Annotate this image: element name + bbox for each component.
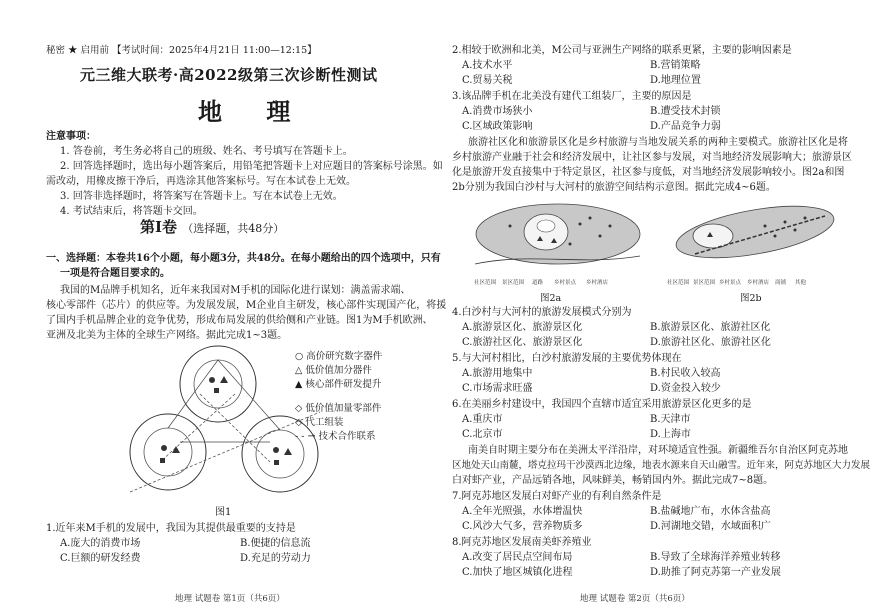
passage-line-3: 了国内手机品牌企业的竞争优势，形成布局发展的供给侧和产业链。图1为M手机欧洲、 — [46, 315, 433, 326]
figure-1-caption: 图1 — [215, 507, 232, 518]
q4-option-d[interactable]: D.旅游社区化、旅游社区化 — [650, 337, 771, 348]
exam-title: 元三维大联考·高2022级第三次诊断性测试 — [80, 66, 378, 84]
question-1: 1.近年来M手机的发展中，我国为其提供最重要的支持是 — [46, 523, 296, 534]
notes-title: 注意事项： — [46, 131, 96, 142]
q7-option-a[interactable]: A.全年光照强，水体增温快 — [462, 506, 583, 517]
q4-option-c[interactable]: C.旅游社区化、旅游景区化 — [462, 337, 583, 348]
svg-text:景区范围: 景区范围 — [693, 280, 716, 286]
q3-option-b[interactable]: B.遭受技术封锁 — [650, 106, 721, 117]
q5-option-c[interactable]: C.市场需求旺盛 — [462, 383, 533, 394]
q3-option-d[interactable]: D.产品竞争力弱 — [650, 121, 721, 132]
q6-option-c[interactable]: C.北京市 — [462, 429, 503, 440]
question-5: 5.与大河村相比，白沙村旅游发展的主要优势体现在 — [452, 353, 682, 364]
svg-text:乡村酒店: 乡村酒店 — [586, 280, 609, 286]
q3-option-a[interactable]: A.消费市场狭小 — [462, 106, 533, 117]
part1-instruction-2: 一项是符合题目要求的。 — [60, 268, 170, 279]
q7-option-b[interactable]: B.盐碱地广布，水体含盐高 — [650, 506, 771, 517]
q8-option-c[interactable]: C.加快了地区城镇化进程 — [462, 567, 573, 578]
question-4: 4.白沙村与大河村的旅游发展模式分别为 — [452, 307, 632, 318]
q8-option-a[interactable]: A.改变了居民点空间布局 — [462, 552, 573, 563]
svg-text:道路: 道路 — [532, 280, 544, 286]
svg-text:其他: 其他 — [795, 280, 807, 286]
passage2-line-3: 化是旅游开发直接集中于特定景区，社区参与度低，对当地经济发展影响较小。图2a和图 — [452, 167, 845, 178]
q2-option-d[interactable]: D.地理位置 — [650, 75, 701, 86]
q1-option-d[interactable]: D.充足的劳动力 — [240, 553, 311, 564]
passage3-line-2: 区地处天山南麓，塔克拉玛干沙漠西北边缘，地表水源来自天山融雪。近年来，阿克苏地区大力发展 — [452, 460, 870, 471]
section-title — [140, 216, 284, 237]
subject-title: 地 理 — [198, 97, 309, 126]
figure-2b-caption: 图2b — [740, 293, 762, 304]
q8-option-b[interactable]: B.导致了全球海洋养殖业转移 — [650, 552, 781, 563]
q5-option-b[interactable]: B.村民收入较高 — [650, 368, 721, 379]
section-name: 第Ⅰ卷 — [140, 218, 178, 236]
figure-2a-caption: 图2a — [540, 293, 562, 304]
note-1: 1. 答卷前，考生务必将自己的班级、姓名、考号填写在答题卡上。 — [60, 146, 353, 157]
q6-option-a[interactable]: A.重庆市 — [462, 414, 503, 425]
legend-item-2: △ 低价值加分器件 — [295, 365, 372, 376]
q2-option-c[interactable]: C.贸易关税 — [462, 75, 513, 86]
question-7: 7.阿克苏地区发展白对虾产业的有利自然条件是 — [452, 491, 662, 502]
q2-option-b[interactable]: B.营销策略 — [650, 60, 701, 71]
q3-option-c[interactable]: C.区域政策影响 — [462, 121, 533, 132]
q4-option-b[interactable]: B.旅游景区化、旅游社区化 — [650, 322, 771, 333]
svg-text:乡村景点: 乡村景点 — [719, 280, 742, 286]
svg-text:商铺: 商铺 — [775, 280, 787, 286]
q7-option-d[interactable]: D.河湖地交错，水域面积广 — [650, 521, 771, 532]
q5-option-a[interactable]: A.旅游用地集中 — [462, 368, 533, 379]
q5-option-d[interactable]: D.资金投入较少 — [650, 383, 721, 394]
figure-2b-diagram — [665, 196, 845, 288]
q4-option-a[interactable]: A.旅游景区化、旅游景区化 — [462, 322, 583, 333]
figure-2a-diagram — [470, 196, 645, 288]
svg-text:乡村景点: 乡村景点 — [554, 280, 577, 286]
q2-option-a[interactable]: A.技术水平 — [462, 60, 513, 71]
legend-item-3: ▲ 核心部件研发提升 — [295, 379, 382, 390]
svg-text:景区范围: 景区范围 — [502, 280, 525, 286]
q1-option-a[interactable]: A.庞大的消费市场 — [60, 538, 141, 549]
svg-text:社区范围: 社区范围 — [474, 280, 497, 286]
note-2: 2. 回答选择题时，选出每小题答案后，用铅笔把答题卡上对应题目的答案标号涂黑。如 — [60, 161, 443, 172]
passage-line-4: 亚洲及北美为主体的全球生产网络。据此完成1~3题。 — [46, 330, 288, 341]
section-subtitle: （选择题，共48分） — [182, 222, 285, 235]
question-3: 3.该品牌手机在北美没有建代工组装厂，主要的原因是 — [452, 91, 692, 102]
question-2: 2.相较于欧洲和北美，M公司与亚洲生产网络的联系更紧，主要的影响因素是 — [452, 45, 792, 56]
q6-option-d[interactable]: D.上海市 — [650, 429, 691, 440]
part1-instruction-1: 一、选择题：本卷共16个小题，每小题3分，共48分。在每小题给出的四个选项中，只有 — [46, 253, 441, 264]
right-page — [440, 0, 870, 614]
note-4: 4. 考试结束后，将答题卡交回。 — [60, 206, 203, 217]
legend-item-6: - - → 技术合作联系 — [295, 431, 376, 442]
q7-option-c[interactable]: C.风沙大气多，营养物质多 — [462, 521, 583, 532]
passage2-line-1: 旅游社区化和旅游景区化是乡村旅游与当地发展关系的两种主要模式。旅游社区化是将 — [468, 137, 848, 148]
q6-option-b[interactable]: B.天津市 — [650, 414, 691, 425]
note-3: 3. 回答非选择题时，将答案写在答题卡上。写在本试卷上无效。 — [60, 191, 343, 202]
passage2-line-4: 2b分别为我国白沙村与大河村的旅游空间结构示意图。据此完成4~6题。 — [452, 182, 776, 193]
question-6: 6.在美丽乡村建设中，我国四个直辖市适宜采用旅游景区化更多的是 — [452, 399, 752, 410]
passage-line-1: 我国的M品牌手机知名，近年来我国对M手机的国际化进行谋划：满盖需求端、 — [60, 285, 411, 296]
right-page-footer: 地理 试题卷 第2页（共6页） — [580, 594, 690, 604]
q8-option-d[interactable]: D.助推了阿克苏第一产业发展 — [650, 567, 781, 578]
passage-line-2: 核心零部件（芯片）的供应等。为发展发展，M企业自主研发，核心部件实现国产化，将援 — [46, 300, 447, 311]
question-8: 8.阿克苏地区发展南美虾养殖业 — [452, 537, 592, 548]
legend-item-1: ○ 高价研究数字器件 — [295, 351, 383, 362]
legend-item-5: ◇ 代工组装 — [295, 417, 344, 428]
note-2-cont: 需改动，用橡皮擦干净后，再选涂其他答案标号。写在本试卷上无效。 — [46, 176, 356, 187]
q1-option-c[interactable]: C.巨额的研发经费 — [60, 553, 141, 564]
exam-header: 秘密 ★ 启用前 【考试时间：2025年4月21日 11:00—12:15】 — [46, 45, 317, 56]
svg-text:乡村酒店: 乡村酒店 — [747, 280, 770, 286]
svg-text:社区范围: 社区范围 — [667, 280, 690, 286]
passage3-line-1: 南美自时期主要分布在美洲太平洋沿岸，对环境适宜性强。新疆维吾尔自治区阿克苏地 — [468, 445, 848, 456]
q1-option-b[interactable]: B.便捷的信息流 — [240, 538, 311, 549]
legend-item-4: ◇ 低价值加量零部件 — [295, 403, 382, 414]
passage2-line-2: 乡村旅游产业融于社会和经济发展中，让社区参与发展，对当地经济发展影响大；旅游景区 — [452, 152, 852, 163]
passage3-line-3: 白对虾产业，产品远销各地，风味鲜美，畅销国内外。据此完成7~8题。 — [452, 475, 774, 486]
left-page-footer: 地理 试题卷 第1页（共6页） — [175, 594, 285, 604]
